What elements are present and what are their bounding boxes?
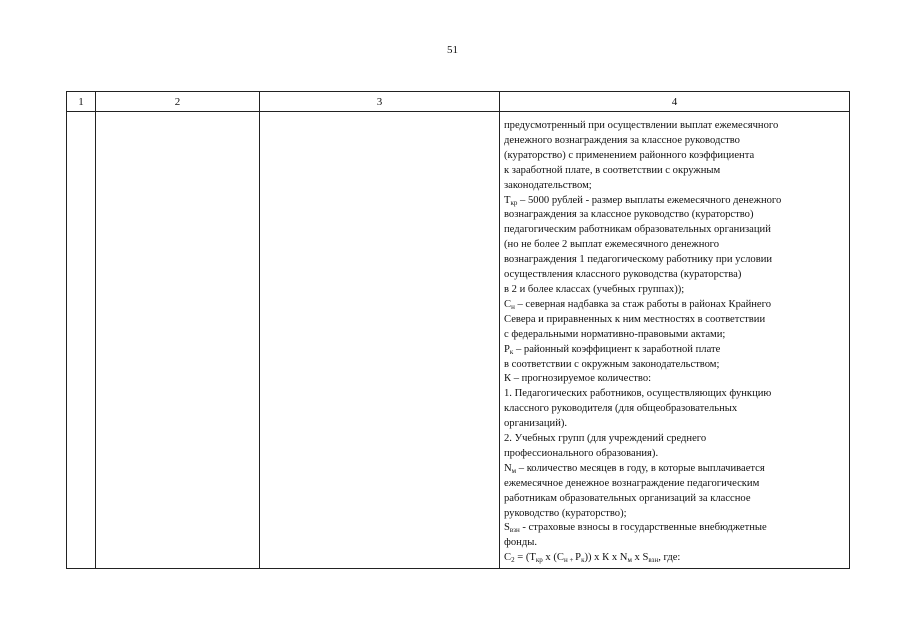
text-segment: фонды. <box>504 537 537 549</box>
text-segment: - страховые взносы в государственные внебюджетные <box>519 522 767 534</box>
subscript: кр <box>510 198 518 207</box>
text-segment: – количество месяцев в году, в которые выплачивается <box>516 462 765 474</box>
text-segment: классного руководителя (для общеобразовательных <box>504 403 738 415</box>
table-header-row <box>67 92 850 112</box>
subscript: м <box>511 466 517 475</box>
text-line <box>504 432 845 447</box>
subscript: взн <box>509 526 520 535</box>
subscript: 2 <box>511 556 515 565</box>
text-line <box>504 521 845 536</box>
cell-col-3 <box>260 112 500 569</box>
text-line <box>504 253 845 268</box>
text-segment: денежного вознаграждения за классное руководство <box>504 134 740 146</box>
text-line <box>504 164 845 179</box>
text-line <box>504 358 845 373</box>
text-segment: руководство (кураторство); <box>504 507 627 519</box>
text-segment: N <box>504 462 512 474</box>
text-segment: Р <box>575 552 582 564</box>
header-cell-4: 4 <box>500 92 850 112</box>
text-line <box>504 417 845 432</box>
text-segment: Севера и приравненных к ним местностях в соответствии <box>504 313 766 325</box>
subscript: м <box>627 556 632 565</box>
text-line <box>504 477 845 492</box>
text-line <box>504 194 845 209</box>
text-segment: вознаграждения за классное руководство (кураторство) <box>504 209 754 221</box>
text-segment: – 5000 рублей - размер выплаты ежемесячного денежного <box>517 194 782 206</box>
cell-col-1 <box>67 112 96 569</box>
cell-col-2 <box>96 112 260 569</box>
text-segment: Р <box>504 343 510 355</box>
text-segment: осуществления классного руководства (кураторства) <box>504 269 742 281</box>
cell-col-4 <box>500 112 850 569</box>
subscript: к <box>581 556 585 565</box>
subscript: к <box>509 347 514 356</box>
text-line <box>504 119 845 134</box>
text-line <box>504 268 845 283</box>
text-line <box>504 208 845 223</box>
text-line <box>504 402 845 417</box>
text-segment: предусмотренный при осуществлении выплат ежемесячного <box>504 120 779 131</box>
subscript: кр <box>535 556 543 565</box>
text-segment: S <box>504 522 510 534</box>
text-segment: = (Т <box>514 552 536 564</box>
text-segment: организаций). <box>504 418 568 430</box>
subscript: н + <box>563 556 576 565</box>
subscript: взн <box>648 556 659 565</box>
header-cell-2: 2 <box>96 92 260 112</box>
text-segment: ежемесячное денежное вознаграждение педагогическим <box>504 477 760 489</box>
text-line <box>504 536 845 551</box>
text-segment: профессионального образования). <box>504 447 659 459</box>
text-segment: 1. Педагогических работников, осуществляющих функцию <box>504 388 772 400</box>
text-segment: С <box>504 298 512 310</box>
text-segment: , где: <box>658 552 681 564</box>
text-segment: с федеральными нормативно-правовыми актами; <box>504 328 726 340</box>
text-line <box>504 179 845 194</box>
document-table <box>66 91 850 569</box>
text-line <box>504 387 845 402</box>
text-line <box>504 149 845 164</box>
text-line <box>504 283 845 298</box>
text-line <box>504 492 845 507</box>
text-line <box>504 134 845 149</box>
text-segment: вознаграждения 1 педагогическому работнику при условии <box>504 254 773 266</box>
subscript: н <box>511 302 515 311</box>
text-line <box>504 462 845 477</box>
text-line <box>504 551 845 566</box>
page-number: 51 <box>447 44 458 56</box>
text-segment: – северная надбавка за стаж работы в районах Крайнего <box>514 298 772 310</box>
text-segment: законодательством; <box>504 179 592 191</box>
text-line <box>504 313 845 328</box>
text-segment: х S <box>631 552 649 564</box>
col-4-text <box>500 112 849 566</box>
text-segment: к заработной плате, в соответствии с окружным <box>504 164 721 176</box>
text-line <box>504 238 845 253</box>
table-row <box>67 112 850 569</box>
text-segment: (кураторство) с применением районного коэффициента <box>504 149 755 161</box>
text-line <box>504 447 845 462</box>
text-line <box>504 343 845 358</box>
text-line <box>504 328 845 343</box>
header-cell-3: 3 <box>260 92 500 112</box>
text-segment: – районный коэффициент к заработной плате <box>513 343 721 355</box>
text-line <box>504 372 845 387</box>
text-segment: )) х К х N <box>584 552 628 564</box>
text-segment: (но не более 2 выплат ежемесячного денежного <box>504 239 720 251</box>
text-segment: работникам образовательных организаций за классное <box>504 492 751 504</box>
text-segment: С <box>504 552 512 564</box>
text-segment: педагогическим работникам образовательных организаций <box>504 224 771 236</box>
text-segment: в соответствии с окружным законодательством; <box>504 358 720 370</box>
text-line <box>504 298 845 313</box>
text-line <box>504 223 845 238</box>
text-segment: 2. Учебных групп (для учреждений среднего <box>504 433 707 445</box>
header-cell-1: 1 <box>67 92 96 112</box>
text-segment: К – прогнозируемое количество: <box>504 373 652 385</box>
text-segment: х (С <box>542 552 564 564</box>
text-segment: в 2 и более классах (учебных группах)); <box>504 283 685 295</box>
text-segment: Т <box>504 194 511 206</box>
text-line <box>504 507 845 522</box>
